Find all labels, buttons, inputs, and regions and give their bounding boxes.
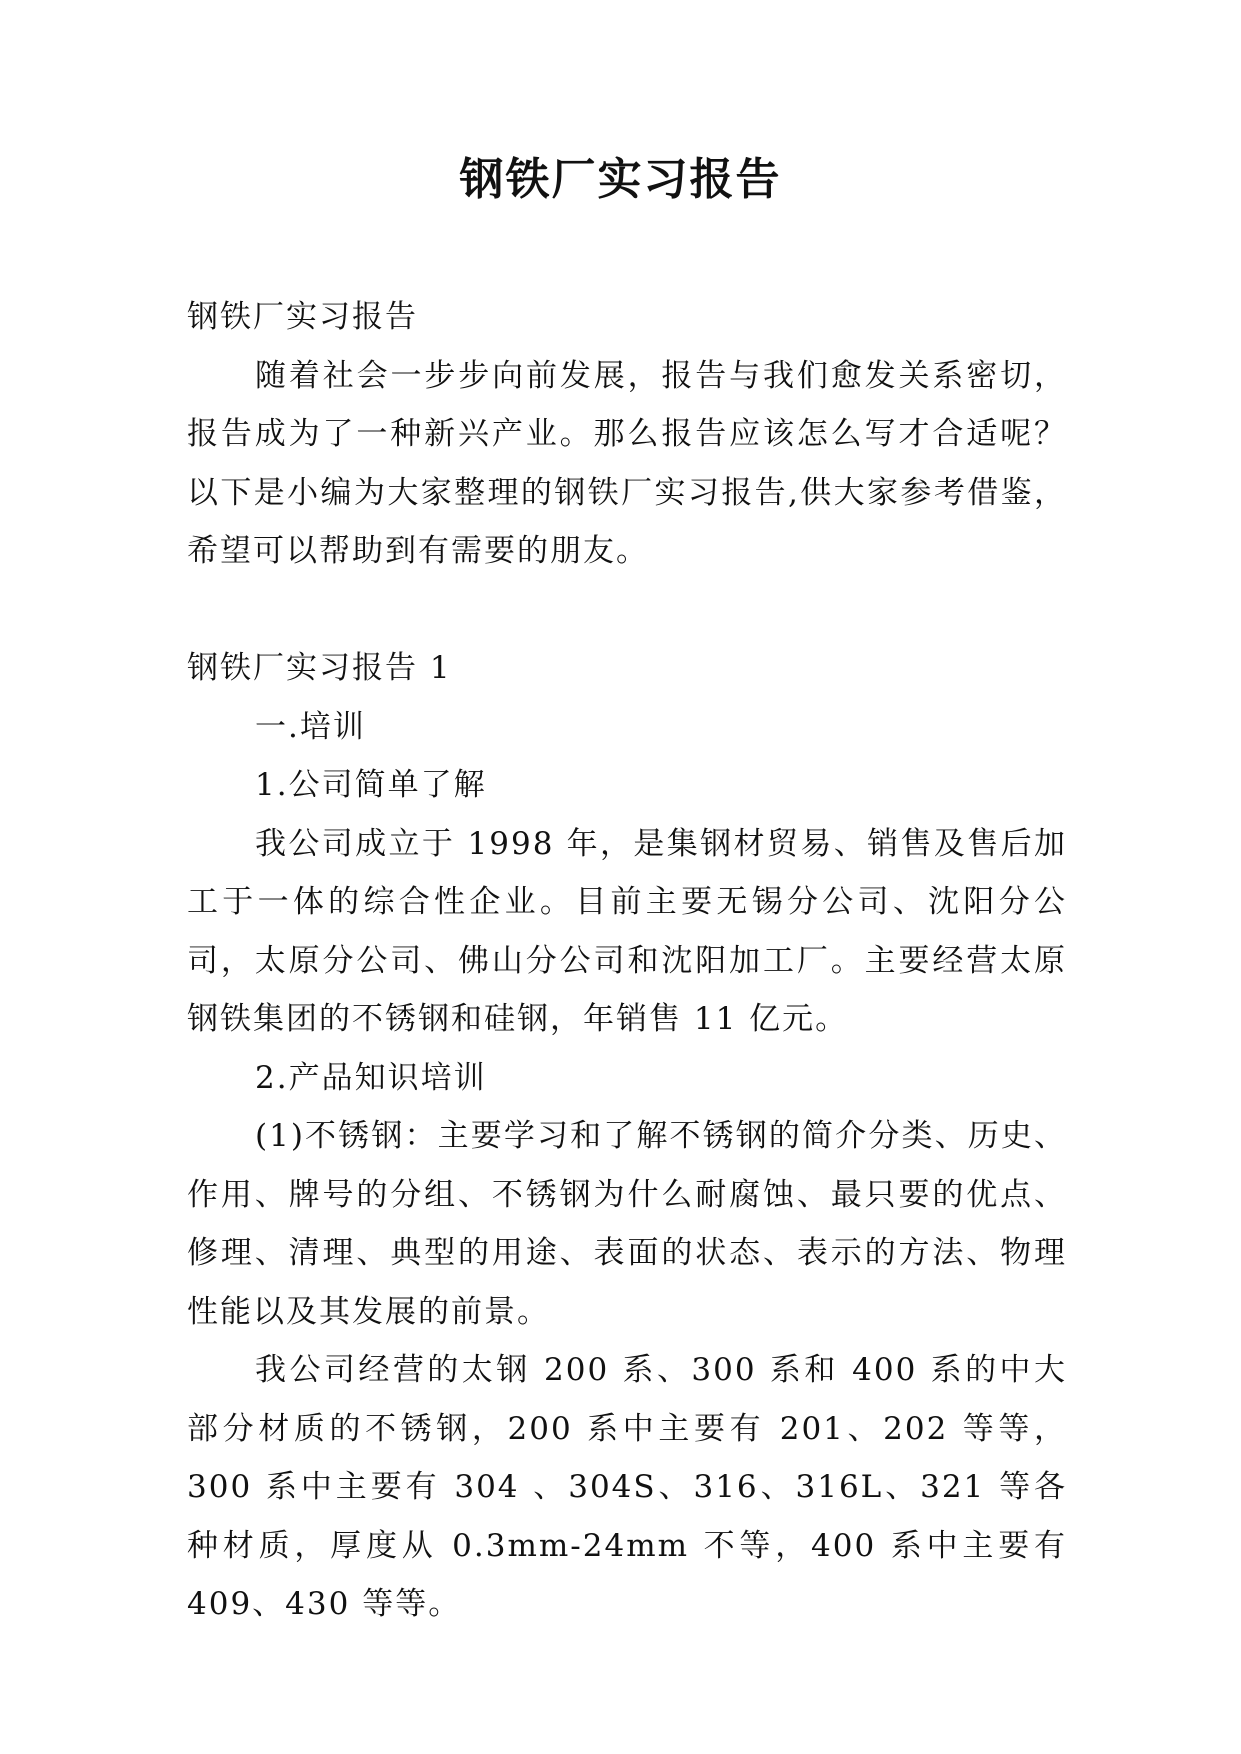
section-heading: 钢铁厂实习报告 1 xyxy=(187,650,452,686)
paragraph-intro: 随着社会一步步向前发展，报告与我们愈发关系密切，报告成为了一种新兴产业。那么报告应该怎么写才合适呢？以下是小编为大家整理的钢铁厂实习报告,供大家参考借鉴，希望可以帮助到有需要的朋友。 xyxy=(187,357,1067,569)
document-body xyxy=(187,288,1067,1634)
paragraph-stainless: (1)不锈钢：主要学习和了解不锈钢的简介分类、历史、作用、牌号的分组、不锈钢为什么耐腐蚀、最只要的优点、修理、清理、典型的用途、表面的状态、表示的方法、物理性能以及其发展的前景。 xyxy=(187,1118,1067,1330)
document-title: 钢铁厂实习报告 xyxy=(459,154,782,205)
subsection-training: 一.培训 xyxy=(255,708,366,745)
paragraph-grades: 我公司经营的太钢 200 系、300 系和 400 系的中大部分材质的不锈钢，200 系中主要有 201、202 等等，300 系中主要有 304 、304S、316、316L、321 等各种材质，厚度从 0.3mm-24mm 不等，400 系中主要有 409、430 等等。 xyxy=(187,1352,1067,1622)
paragraph-company: 我公司成立于 1998 年，是集钢材贸易、销售及售后加工于一体的综合性企业。目前主要无锡分公司、沈阳分公司，太原分公司、佛山分公司和沈阳加工厂。主要经营太原钢铁集团的不锈钢和硅钢，年销售 11 亿元。 xyxy=(187,825,1067,1037)
subsection-product: 2.产品知识培训 xyxy=(255,1059,487,1096)
paragraph-heading: 钢铁厂实习报告 xyxy=(187,299,418,335)
paragraph-spacer xyxy=(187,581,1067,640)
subsection-company: 1.公司简单了解 xyxy=(255,767,487,803)
